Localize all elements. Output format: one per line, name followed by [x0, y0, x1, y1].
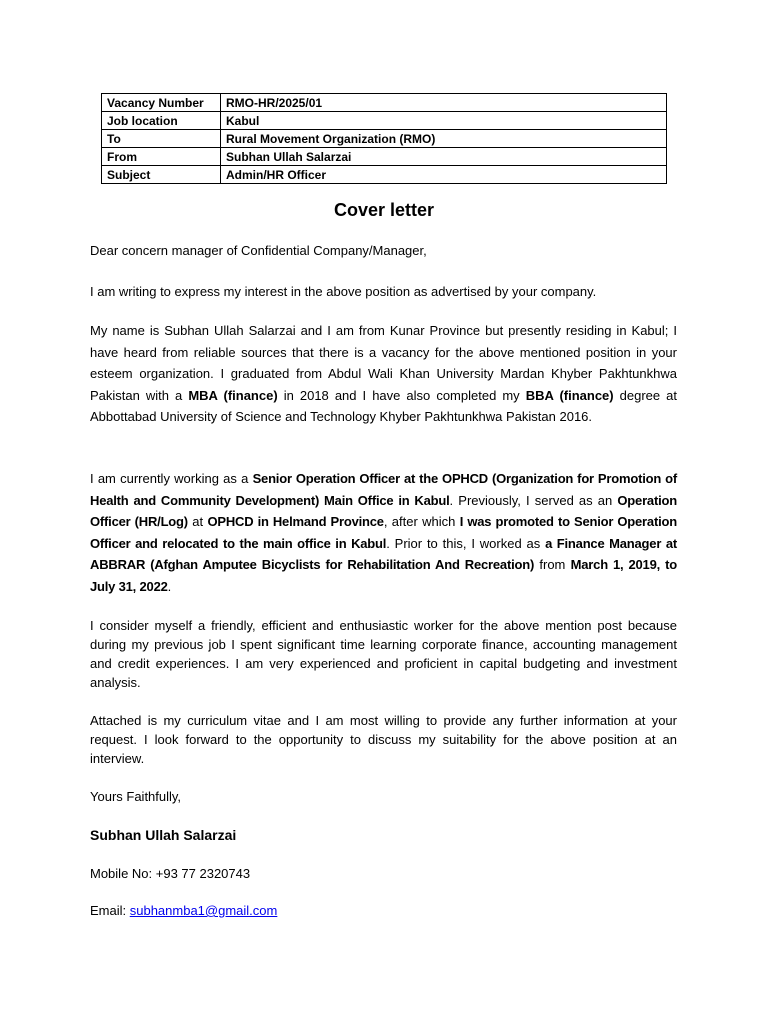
vacancy-number-label: Vacancy Number: [102, 94, 221, 112]
from-label: From: [102, 148, 221, 166]
previous-role-highlight: Operation Officer (HR/Log): [90, 492, 677, 530]
greeting: Dear concern manager of Confidential Company/Manager,: [90, 243, 427, 258]
experience-text: from: [534, 557, 571, 573]
promotion-highlight: I was promoted to Senior Operation Officer and relocated to the main office in Kabul: [90, 514, 677, 551]
experience-text: at: [187, 514, 208, 530]
skills-paragraph: I consider myself a friendly, efficient and enthusiastic worker for the above mention post because during my previous job I spent significant time learning corporate finance, accounting management and credit experiences. I am very experienced and proficient in capital budgeting and investment analysis.: [90, 618, 677, 690]
experience-text: .: [167, 578, 172, 594]
page-title: Cover letter: [333, 200, 435, 220]
experience-text: . Previously, I served as an: [449, 492, 618, 508]
finance-manager-highlight: a Finance Manager at ABBRAR (Afghan Amputee Bicyclists for Rehabilitation And Recreation): [90, 535, 677, 573]
job-location-label: Job location: [102, 112, 221, 130]
to-label: To: [102, 130, 221, 148]
current-role-highlight: Senior Operation Officer at the OPHCD (Organization for Promotion of Health and Community Development) Main Office in Kabul: [90, 471, 678, 508]
employment-dates-highlight: March 1, 2019, to July 31, 2022: [90, 557, 677, 594]
table-row: [102, 94, 667, 112]
table-row: [102, 130, 667, 148]
email-line: [90, 900, 677, 922]
signature-name: Subhan Ullah Salarzai: [90, 827, 237, 843]
education-text: in 2018 and I have also completed my: [277, 387, 526, 403]
closing: Yours Faithfully,: [90, 789, 182, 804]
experience-text: , after which: [383, 514, 460, 530]
job-location-value: Kabul: [221, 112, 667, 130]
email-label: Email:: [90, 903, 130, 918]
table-row: [102, 148, 667, 166]
table-row: [102, 112, 667, 130]
table-row: [102, 166, 667, 184]
education-text: degree at Abbottabad University of Science and Technology Khyber Pakhtunkhwa Pakistan 2016.: [90, 387, 678, 425]
education-text: My name is Subhan Ullah Salarzai and I am from Kunar Province but presently residing in Kabul; I have heard from reliable sources that there is a vacancy for the above mentioned position in your esteem organization. I graduated from Abdul Wali Khan University Mardan Khyber Pakhtunkhwa Pakistan with a: [90, 323, 677, 403]
education-paragraph: [90, 320, 677, 428]
intro-paragraph: I am writing to express my interest in the above position as advertised by your company.: [90, 284, 597, 299]
mba-highlight: MBA (finance): [188, 387, 278, 403]
from-value: Subhan Ullah Salarzai: [221, 148, 667, 166]
to-value: Rural Movement Organization (RMO): [221, 130, 667, 148]
experience-text: . Prior to this, I worked as: [386, 535, 546, 551]
mobile-number: Mobile No: +93 77 2320743: [90, 866, 251, 881]
subject-label: Subject: [102, 166, 221, 184]
vacancy-info-table: [101, 93, 667, 184]
subject-value: Admin/HR Officer: [221, 166, 667, 184]
attachment-paragraph: Attached is my curriculum vitae and I am most willing to provide any further information at your request. I look forward to the opportunity to discuss my suitability for the above position at an interview.: [90, 713, 677, 766]
experience-text: I am currently working as a: [90, 471, 253, 486]
email-link[interactable]: subhanmba1@gmail.com: [129, 903, 278, 918]
experience-paragraph: [90, 468, 677, 598]
vacancy-number-value: RMO-HR/2025/01: [221, 94, 667, 112]
previous-location-highlight: OPHCD in Helmand Province: [207, 514, 384, 530]
bba-highlight: BBA (finance): [525, 387, 614, 403]
